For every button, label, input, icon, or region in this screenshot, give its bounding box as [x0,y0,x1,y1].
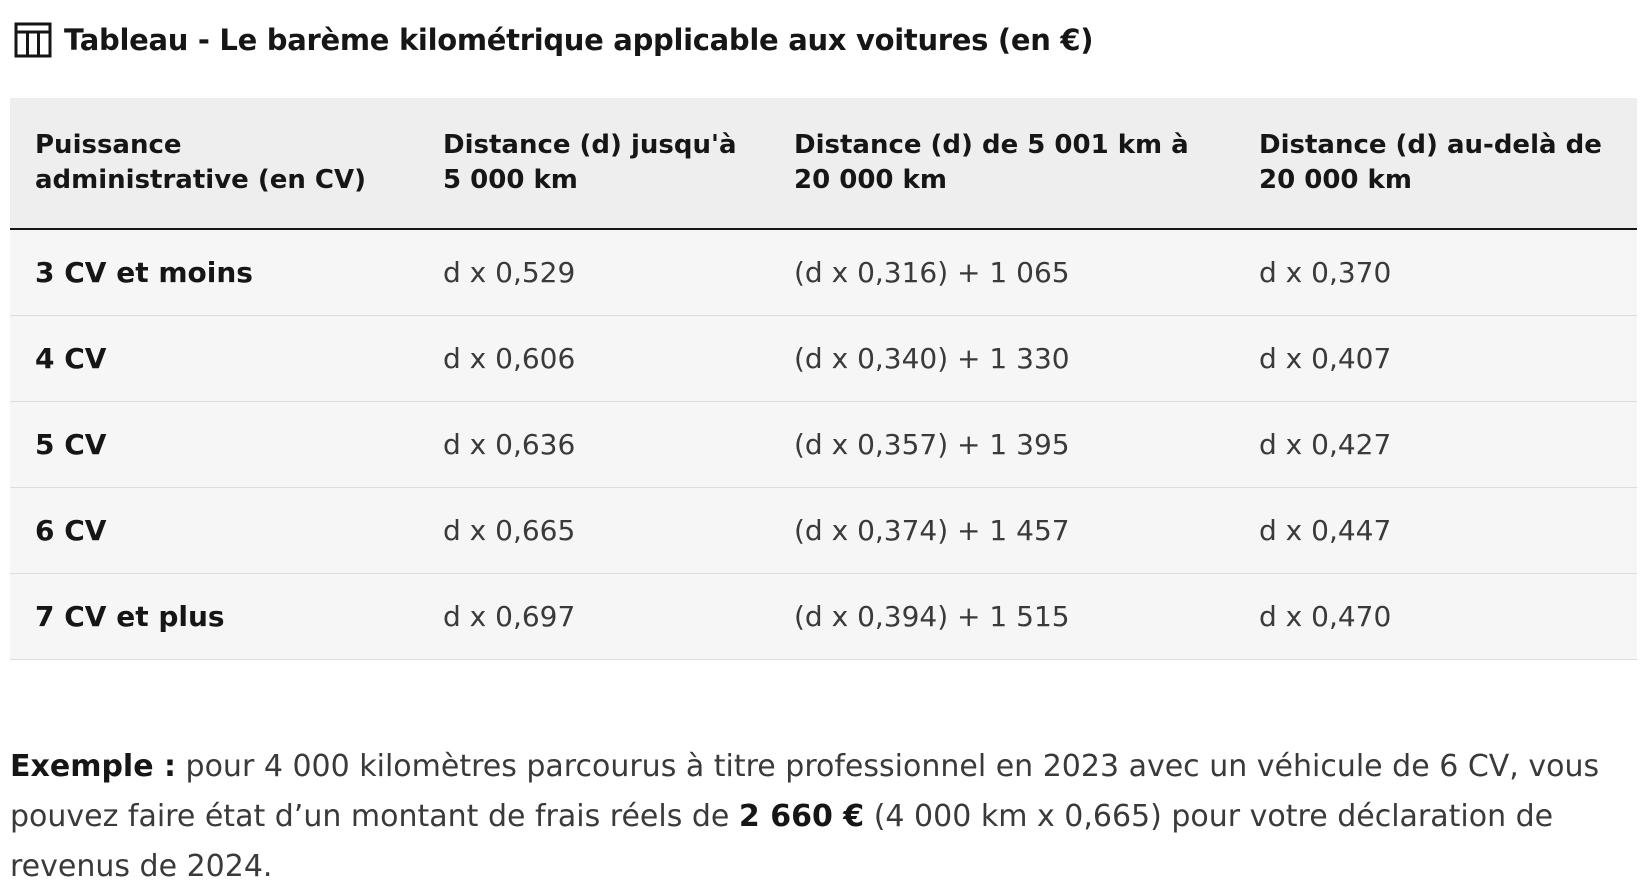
row-formula-tier3: d x 0,370 [1259,255,1392,289]
row-formula-tier2: (d x 0,357) + 1 395 [794,427,1070,461]
bareme-table [10,98,1637,660]
row-formula-tier1: d x 0,697 [443,599,576,633]
table-row [10,401,1637,487]
row-puissance: 7 CV et plus [35,599,225,633]
table-row [10,229,1637,315]
table-caption [14,22,1093,58]
table-header-row [10,98,1637,229]
example-text-before: pour 4 000 kilomètres parcourus à titre professionnel en 2023 avec un véhicule de 6 CV, vous pouvez faire état d’un montant de frais réels de [10,749,1600,834]
example-amount: 2 660 € [738,799,865,834]
example-text-after: (4 000 km x 0,665) pour votre déclaration de revenus de 2024. [10,799,1554,884]
example-paragraph [10,742,1630,892]
row-formula-tier1: d x 0,636 [443,427,576,461]
header-distance-over-20000: Distance (d) au-delà de 20 000 km [1234,98,1637,229]
header-distance-0-5000: Distance (d) jusqu'à 5 000 km [418,98,769,229]
row-formula-tier2: (d x 0,374) + 1 457 [794,513,1070,547]
example-label: Exemple : [10,749,176,784]
row-formula-tier2: (d x 0,340) + 1 330 [794,341,1070,375]
table-row [10,315,1637,401]
table-title: Tableau - Le barème kilométrique applicable aux voitures (en €) [64,23,1094,57]
header-distance-5001-20000: Distance (d) de 5 001 km à 20 000 km [769,98,1234,229]
row-formula-tier3: d x 0,407 [1259,341,1392,375]
row-formula-tier1: d x 0,665 [443,513,576,547]
table-row [10,487,1637,573]
header-puissance: Puissance administrative (en CV) [10,98,418,229]
row-puissance: 3 CV et moins [35,255,253,289]
row-formula-tier3: d x 0,447 [1259,513,1392,547]
row-formula-tier3: d x 0,470 [1259,599,1392,633]
row-puissance: 6 CV [35,513,107,547]
bareme-table-wrapper [10,98,1637,660]
row-puissance: 5 CV [35,427,107,461]
table-icon [14,22,52,58]
row-formula-tier3: d x 0,427 [1259,427,1392,461]
row-formula-tier2: (d x 0,316) + 1 065 [794,255,1070,289]
table-row [10,573,1637,659]
row-formula-tier1: d x 0,529 [443,255,576,289]
row-formula-tier1: d x 0,606 [443,341,576,375]
row-formula-tier2: (d x 0,394) + 1 515 [794,599,1070,633]
row-puissance: 4 CV [35,341,107,375]
